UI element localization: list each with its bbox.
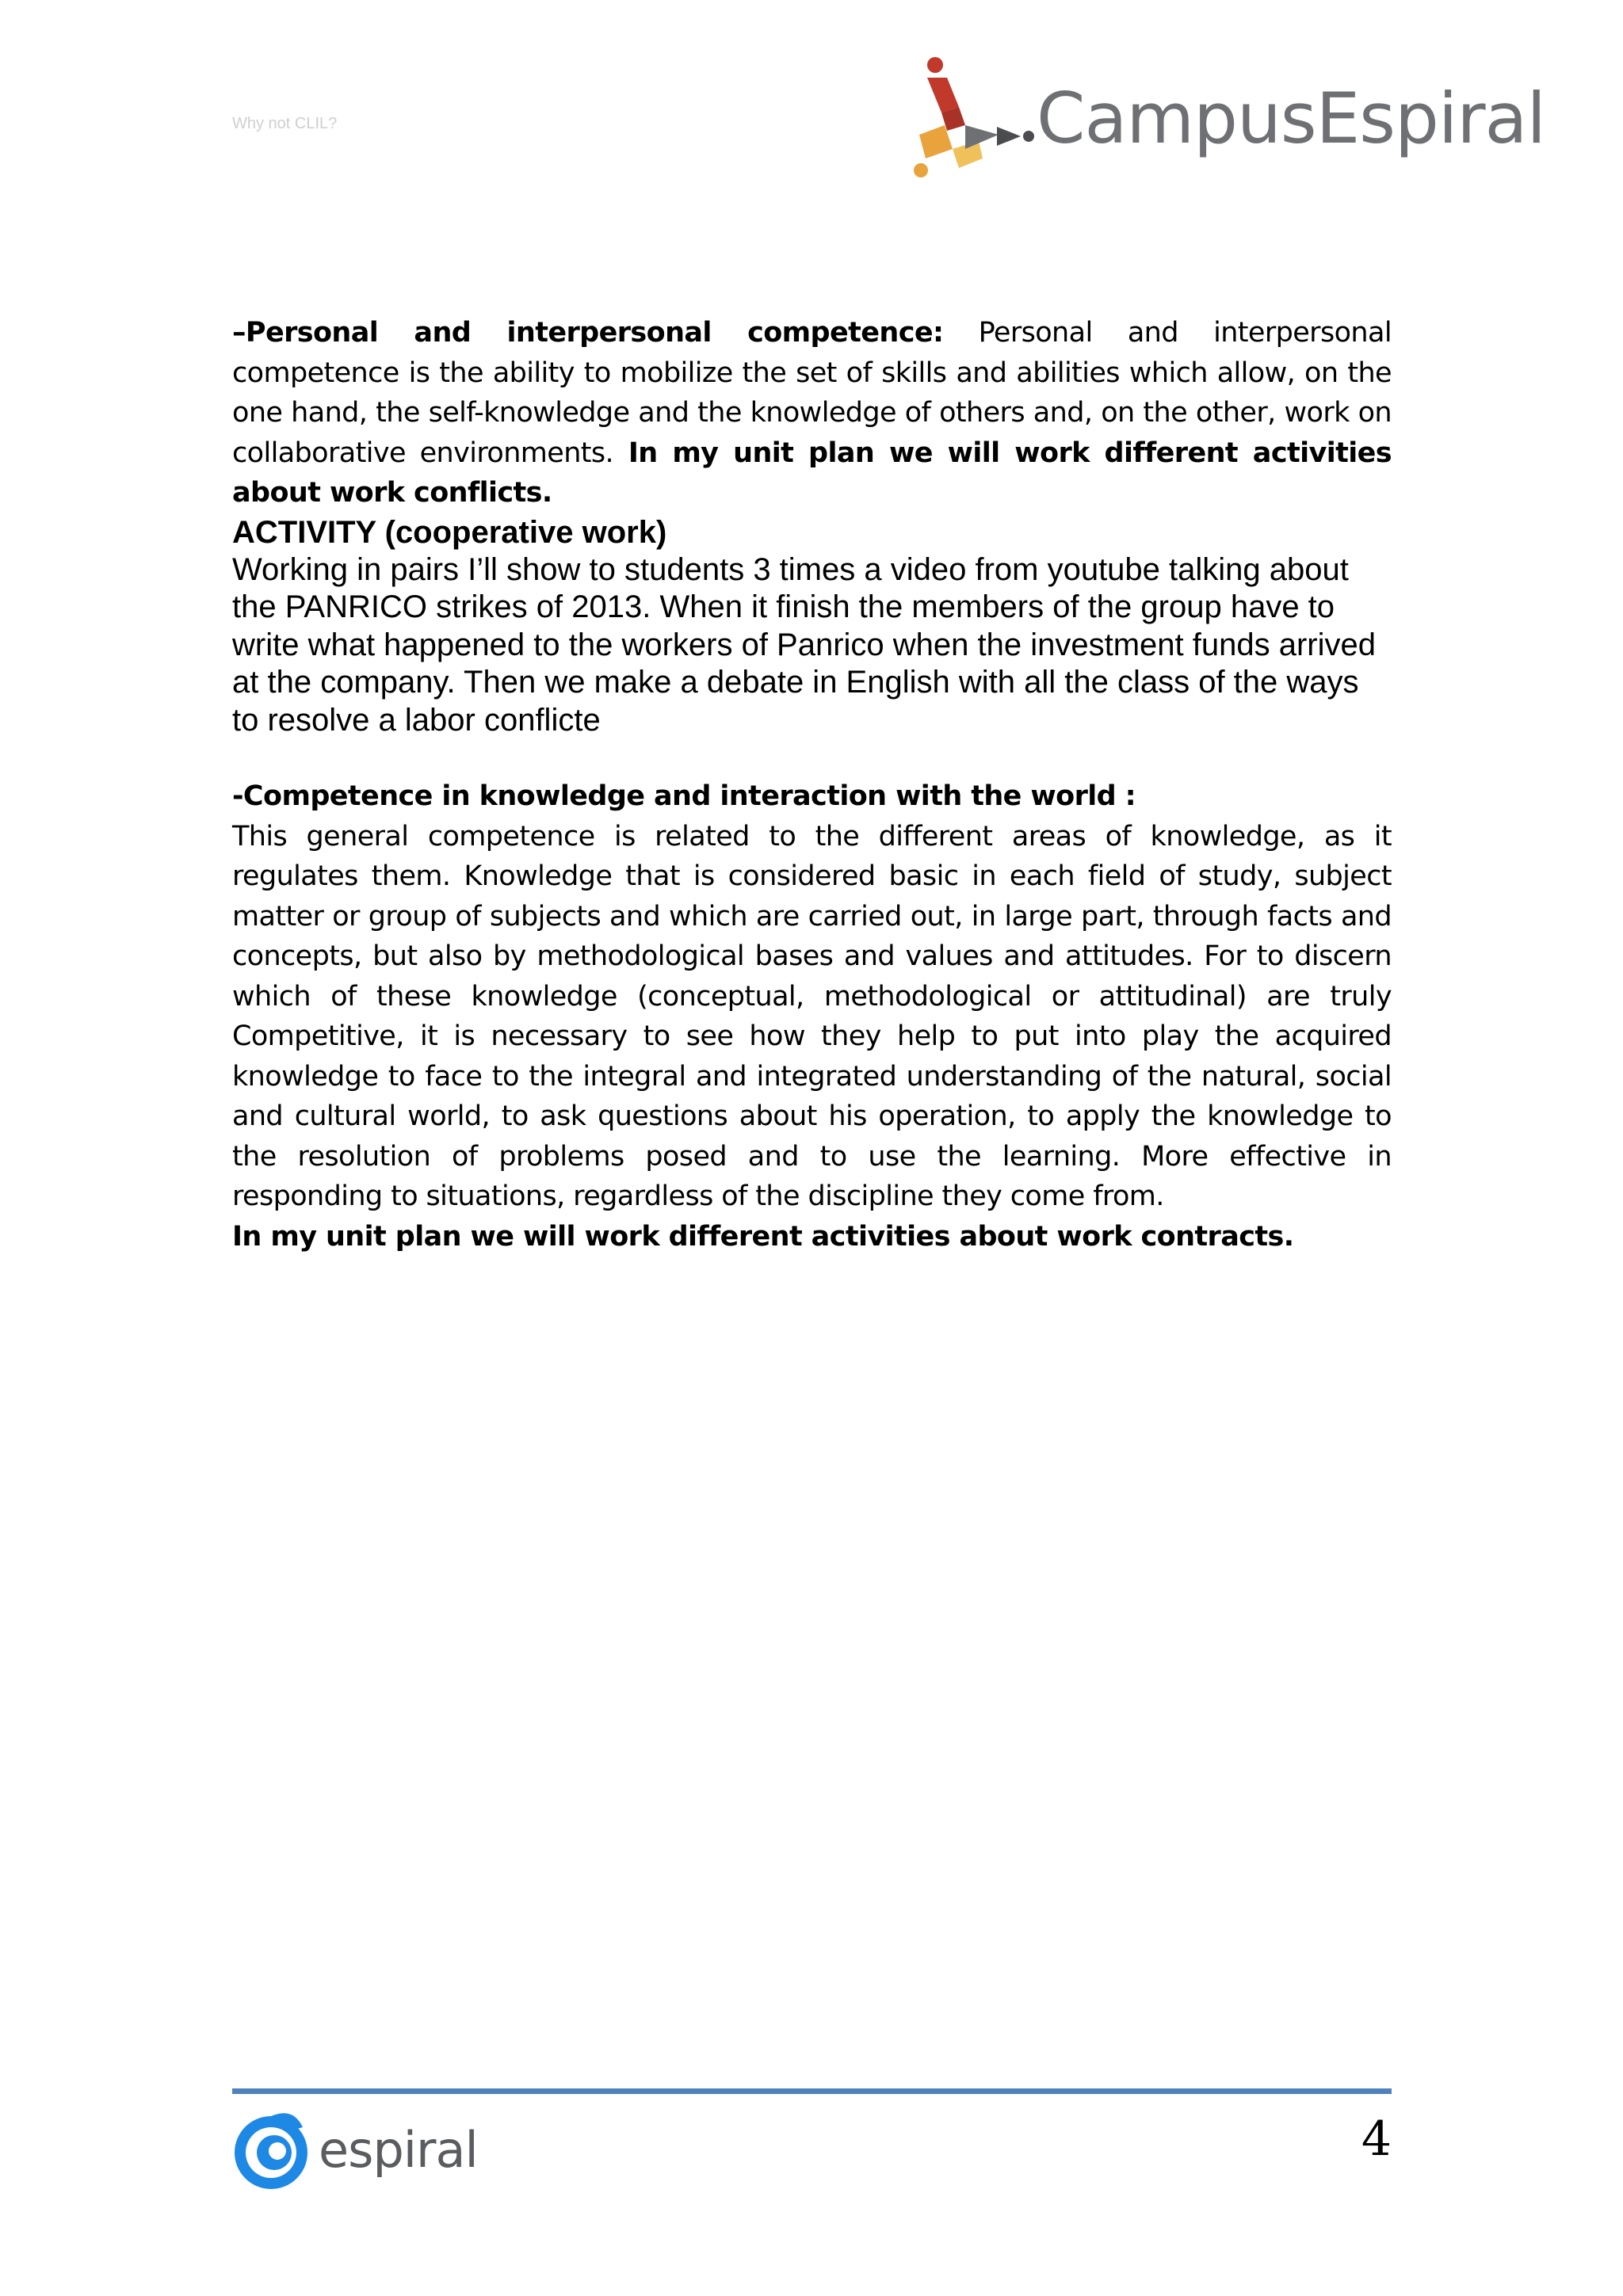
section-knowledge-competence <box>232 776 1392 1257</box>
page-number: 4 <box>1361 2111 1392 2167</box>
personal-competence-paragraph <box>232 313 1392 513</box>
campusespiral-logo <box>903 48 1545 190</box>
knowledge-competence-text: This general competence is related to the different areas of knowledge, as it regulates them. Knowledge that is considered basic in each field of study, subject matter or group of subjects and which are carried out, in large part, through facts and concepts, but also by methodological bases and values and attitudes. For to discern which of these knowledge (conceptual, methodological or attitudinal) are truly Competitive, it is necessary to see how they help to put into play the acquired knowledge to face to the integral and integrated understanding of the natural, social and cultural world, to ask questions about his operation, to apply the knowledge to the resolution of problems posed and to use the learning. More effective in responding to situations, regardless of the discipline they come from. <box>232 820 1392 1212</box>
knowledge-competence-plan: In my unit plan we will work different activities about work contracts. <box>232 1220 1294 1253</box>
personal-competence-text: Personal and interpersonal competence is the ability to mobilize the set of skills and abilities which allow, on the one hand, the self-knowledge and the knowledge of others and, on the other, work on collaborative environments. <box>232 317 1392 469</box>
espiral-swirl-icon <box>230 2103 315 2192</box>
activity-title: ACTIVITY (cooperative work) <box>232 514 667 550</box>
campusespiral-logo-mark <box>903 48 1038 190</box>
personal-competence-plan: In my unit plan we will work different activities about work conflicts. <box>232 437 1392 509</box>
knowledge-competence-heading: -Competence in knowledge and interaction with the world : <box>232 780 1136 812</box>
activity-description: Working in pairs I’ll show to students 3 times a video from youtube talking about the PANRICO strikes of 2013. When it finish the members of the group have to write what happened to the workers of Panrico when the investment funds arrived at the company. Then we make a debate in English with all the class of the ways to resolve a labor conflicte <box>232 551 1377 738</box>
footer-divider <box>232 2088 1392 2094</box>
campusespiral-wordmark: CampusEspiral <box>1037 78 1545 159</box>
section-personal-competence <box>232 313 1392 739</box>
personal-competence-heading: –Personal and interpersonal competence: <box>232 317 944 349</box>
espiral-logo <box>230 2103 483 2199</box>
running-header: Why not CLIL? <box>232 115 338 132</box>
espiral-wordmark: espiral <box>319 2121 478 2179</box>
